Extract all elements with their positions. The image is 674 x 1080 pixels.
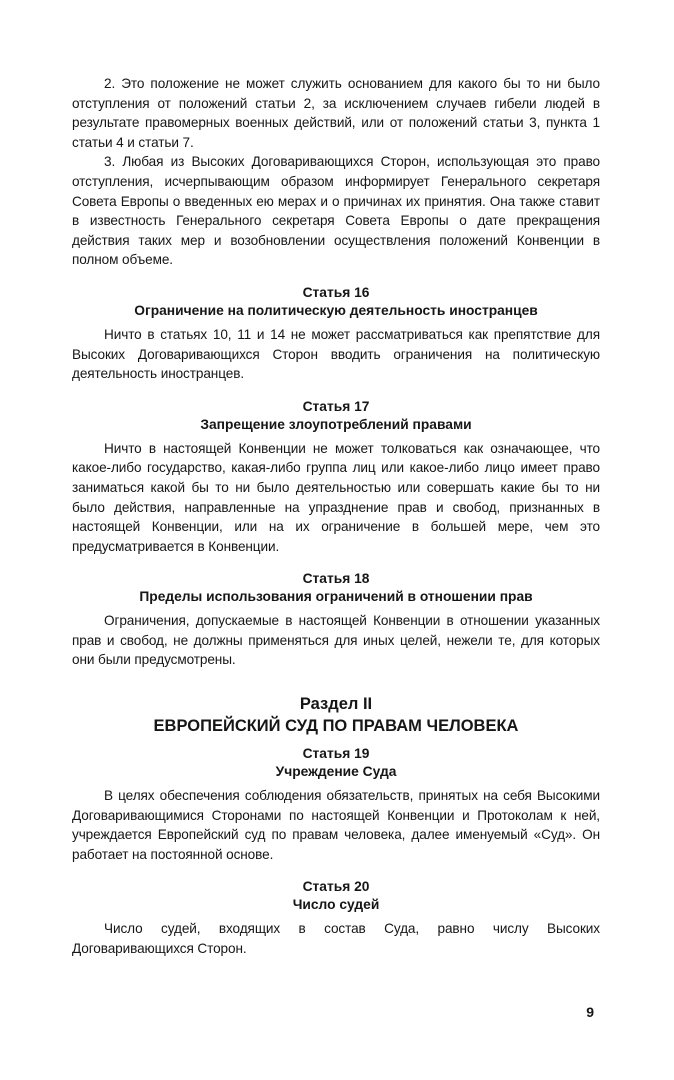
article-number: Статья 17 bbox=[302, 398, 370, 414]
section-heading bbox=[72, 694, 600, 737]
article-text: Ничто в статьях 10, 11 и 14 не может рассматриваться как препятствие для Высоких Договаривающихся Сторон вводить ограничения на политическую деятельность иностранцев. bbox=[72, 326, 600, 382]
article-number: Статья 19 bbox=[302, 746, 370, 762]
article-number: Статья 16 bbox=[302, 284, 370, 300]
paragraph: 2. Это положение не может служить основанием для какого бы то ни было отступления от положений статьи 2, за исключением случаев гибели людей в результате правомерных военных действий, или от положений статьи 3, пункта 1 статьи 4 и статьи 7. bbox=[72, 76, 600, 150]
article-number: Статья 20 bbox=[302, 879, 370, 895]
intro-block bbox=[72, 74, 600, 270]
article-text: Число судей, входящих в состав Суда, равно числу Высоких Договаривающихся Сторон. bbox=[72, 921, 600, 957]
article-title: Ограничение на политическую деятельность иностранцев bbox=[134, 302, 538, 318]
article-text: В целях обеспечения соблюдения обязательств, принятых на себя Высокими Договаривающимися Сторонами по настоящей Конвенции и Протоколам к ней, учреждается Европейский суд по правам человека, далее именуемый «Суд». Он работает на постоянной основе. bbox=[72, 788, 600, 862]
article-17 bbox=[72, 398, 600, 557]
article-text: Ограничения, допускаемые в настоящей Конвенции в отношении указанных прав и свобод, не должны применяться для иных целей, нежели те, для которых они были предусмотрены. bbox=[72, 613, 600, 668]
article-18 bbox=[72, 570, 600, 670]
section-number: Раздел II bbox=[299, 695, 373, 714]
article-title: Учреждение Суда bbox=[275, 764, 397, 780]
article-title: Запрещение злоупотреблений правами bbox=[200, 416, 472, 432]
article-title: Пределы использования ограничений в отношении прав bbox=[139, 589, 533, 605]
page-number: 9 bbox=[586, 1004, 594, 1020]
paragraph: 3. Любая из Высоких Договаривающихся Сторон, использующая это право отступления, исчерпывающим образом информирует Генерального секретаря Совета Европы о введенных ею мерах и о причинах их принятия. Она также ставит в известность Генерального секретаря Совета Европы о дате прекращения действия таких мер и возобновлении осуществления положений Конвенции в полном объеме. bbox=[72, 154, 600, 268]
article-16 bbox=[72, 284, 600, 384]
section-title: ЕВРОПЕЙСКИЙ СУД ПО ПРАВАМ ЧЕЛОВЕКА bbox=[153, 717, 519, 736]
article-title: Число судей bbox=[292, 897, 380, 913]
article-19 bbox=[72, 745, 600, 864]
article-number: Статья 18 bbox=[302, 571, 370, 587]
article-text: Ничто в настоящей Конвенции не может толковаться как означающее, что какое-либо государство, какая-либо группа лиц или какое-либо лицо имеет право заниматься какой бы то ни было деятельностью или совершать какие бы то ни было действия, направленные на упразднение прав и свобод, признанных в настоящей Конвенции, или на их ограничение в большей мере, чем это предусматривается в Конвенции. bbox=[72, 440, 600, 554]
article-20 bbox=[72, 878, 600, 958]
